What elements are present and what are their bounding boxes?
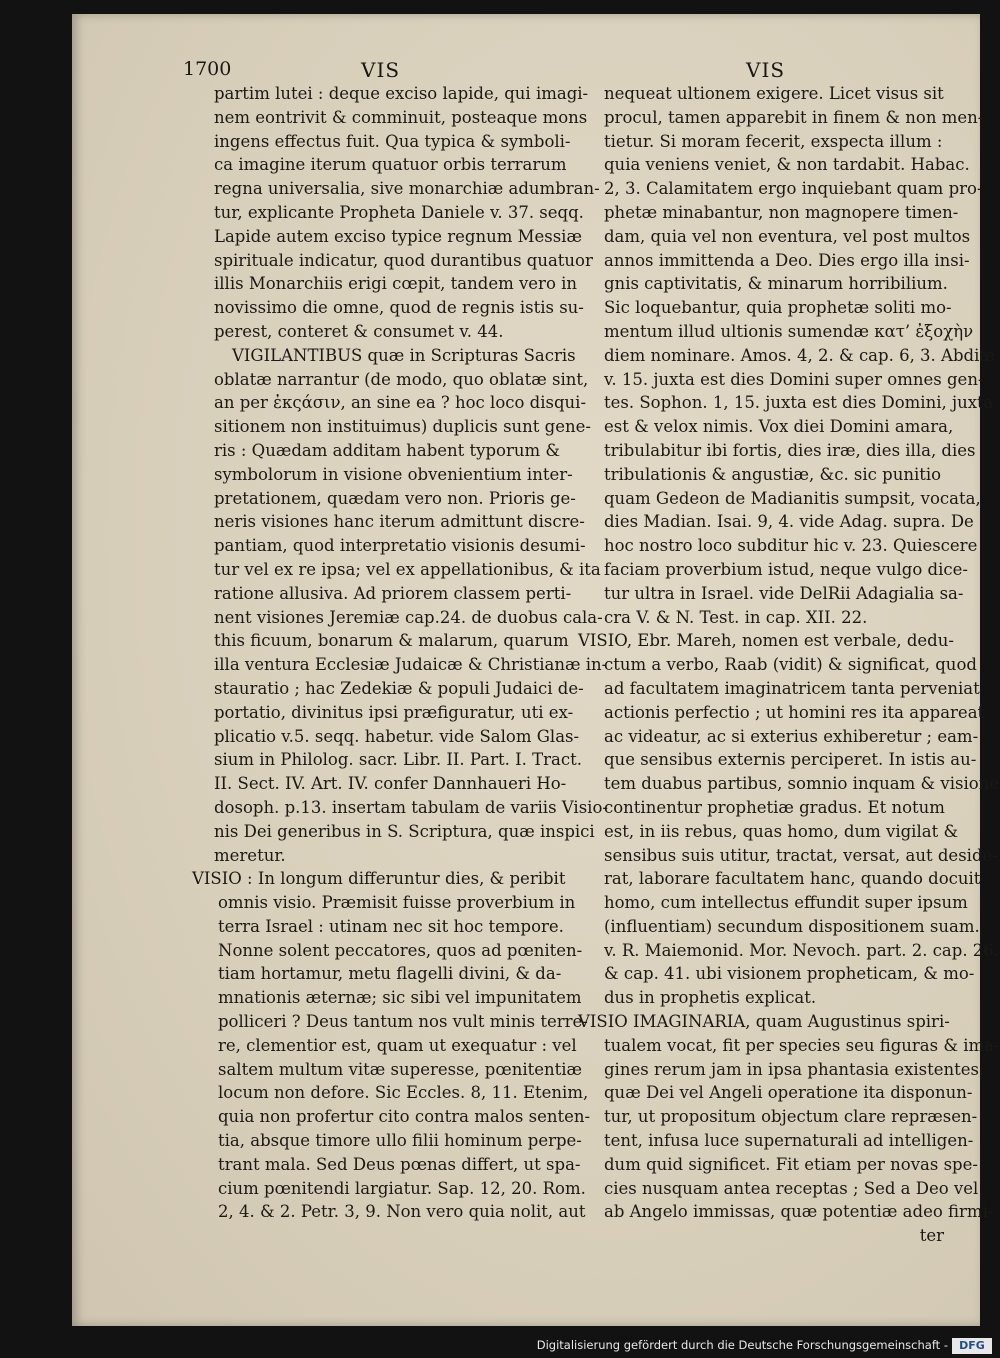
text-line: dies Madian. Isai. 9, 4. vide Adag. supra. De: [604, 512, 974, 532]
text-line: ratione allusiva. Ad priorem classem perti-: [214, 583, 572, 603]
text-line: VISIO IMAGINARIA, quam Augustinus spiri-: [578, 1012, 950, 1032]
text-line: annos immittenda a Deo. Dies ergo illa insi-: [604, 250, 970, 270]
text-line: portatio, divinitus ipsi præfiguratur, uti ex-: [214, 702, 574, 722]
text-line: nis Dei generibus in S. Scriptura, quæ inspici: [214, 821, 595, 841]
dfg-logo: DFG: [952, 1338, 992, 1354]
text-line: cies nusquam antea receptas ; Sed a Deo vel: [604, 1178, 979, 1198]
text-line: cra V. & N. Test. in cap. XII. 22.: [604, 607, 868, 627]
text-line: que sensibus externis perciperet. In istis au-: [604, 750, 977, 770]
text-line: nent visiones Jeremiæ cap.24. de duobus cala-: [214, 607, 603, 627]
text-line: perest, conteret & consumet v. 44.: [214, 321, 504, 341]
text-line: ab Angelo immissas, quæ potentiæ adeo firmi-: [604, 1202, 994, 1222]
text-line: VIGILANTIBUS quæ in Scripturas Sacris: [232, 345, 576, 365]
text-line: dosoph. p.13. insertam tabulam de variis Visio-: [214, 797, 608, 817]
text-line: actionis perfectio ; ut homini res ita appareat: [604, 702, 985, 722]
text-line: ad facultatem imaginatricem tanta perveniat: [604, 678, 980, 698]
text-line: dum quid significet. Fit etiam per novas spe-: [604, 1154, 978, 1174]
text-line: locum non defore. Sic Eccles. 8, 11. Etenim,: [218, 1083, 589, 1103]
text-line: quia non profertur cito contra malos senten-: [218, 1107, 591, 1127]
text-line: cium pœnitendi largiatur. Sap. 12, 20. Rom.: [218, 1178, 586, 1198]
text-line: ingens effectus fuit. Qua typica & symboli-: [214, 131, 571, 151]
text-line: stauratio ; hac Zedekiæ & populi Judaici de-: [214, 678, 584, 698]
text-line: tent, infusa luce supernaturali ad intelligen-: [604, 1131, 974, 1151]
text-line: gines rerum jam in ipsa phantasia existentes,: [604, 1059, 985, 1079]
text-line: continentur prophetiæ gradus. Et notum: [604, 797, 945, 817]
text-line: 2, 3. Calamitatem ergo inquiebant quam pro-: [604, 179, 983, 199]
text-line: regna universalia, sive monarchiæ adumbran-: [214, 179, 600, 199]
text-line: 2, 4. & 2. Petr. 3, 9. Non vero quia nolit, aut: [218, 1202, 586, 1222]
left-text-column: [192, 82, 608, 1224]
text-line: & cap. 41. ubi visionem propheticam, & mo-: [604, 964, 975, 984]
text-line: ca imagine iterum quatuor orbis terrarum: [214, 155, 567, 175]
text-line: faciam proverbium istud, neque vulgo dice-: [604, 559, 968, 579]
text-line: sensibus suis utitur, tractat, versat, aut deside-: [604, 845, 998, 865]
text-line: gnis captivitatis, & minarum horribilium.: [604, 274, 948, 294]
text-line: tribulabitur ibi fortis, dies iræ, dies illa, dies: [604, 440, 976, 460]
text-line: novissimo die omne, quod de regnis istis su-: [214, 298, 584, 318]
text-line: hoc nostro loco subditur hic v. 23. Quiescere: [604, 536, 978, 556]
text-line: homo, cum intellectus effundit super ipsum: [604, 893, 968, 913]
running-head-left: VIS: [361, 58, 401, 82]
text-line: neris visiones hanc iterum admittunt discre-: [214, 512, 585, 532]
text-line: quæ Dei vel Angeli operatione ita disponun-: [604, 1083, 973, 1103]
text-line: sium in Philolog. sacr. Libr. II. Part. I. Tract.: [214, 750, 582, 770]
text-line: rat, laborare facultatem hanc, quando docuit: [604, 869, 981, 889]
text-line: ac videatur, ac si exterius exhiberetur ; eam-: [604, 726, 979, 746]
text-line: tribulationis & angustiæ, &c. sic punitio: [604, 464, 942, 484]
text-line: Sic loquebantur, quia prophetæ soliti mo-: [604, 298, 952, 318]
right-text-column: [578, 82, 1000, 1248]
text-line: tiam hortamur, metu flagelli divini, & da-: [218, 964, 562, 984]
page-number: 1700: [183, 58, 232, 80]
text-line: pretationem, quædam vero non. Prioris ge-: [214, 488, 576, 508]
text-line: dam, quia vel non eventura, vel post multos: [604, 226, 971, 246]
text-line: symbolorum in visione obvenientium inter-: [214, 464, 573, 484]
running-head-right: VIS: [746, 58, 786, 82]
text-line: omnis visio. Præmisit fuisse proverbium in: [218, 893, 576, 913]
text-line: illis Monarchiis erigi cœpit, tandem vero in: [214, 274, 578, 294]
text-line: VISIO, Ebr. Mareh, nomen est verbale, dedu-: [578, 631, 954, 651]
text-line: procul, tamen apparebit in finem & non men-: [604, 107, 984, 127]
text-line: partim lutei : deque exciso lapide, qui imagi-: [214, 84, 589, 103]
text-line: phetæ minabantur, non magnopere timen-: [604, 202, 959, 222]
text-line: Lapide autem exciso typice regnum Messiæ: [214, 226, 582, 246]
text-line: dus in prophetis explicat.: [604, 988, 817, 1008]
text-line: mentum illud ultionis sumendæ κατ’ ἐξοχὴν: [604, 321, 974, 341]
digitization-footer: [0, 1334, 1000, 1358]
text-line: tes. Sophon. 1, 15. juxta est dies Domini, juxta: [604, 393, 994, 413]
footer-credit-text: Digitalisierung gefördert durch die Deutsche Forschungsgemeinschaft -: [536, 1338, 948, 1352]
text-line: re, clementior est, quam ut exequatur : vel: [218, 1035, 577, 1055]
text-line: tur ultra in Israel. vide DelRii Adagialia sa-: [604, 583, 964, 603]
text-line: v. R. Maiemonid. Mor. Nevoch. part. 2. cap. 26.: [604, 940, 1000, 960]
text-line: trant mala. Sed Deus pœnas differt, ut spa-: [218, 1154, 581, 1174]
text-line: polliceri ? Deus tantum nos vult minis terre-: [218, 1012, 588, 1032]
text-line: tia, absque timore ullo filii hominum perpe-: [218, 1131, 582, 1151]
text-line: (influentiam) secundum dispositionem suam.: [604, 916, 980, 936]
text-line: VISIO : In longum differuntur dies, & peribit: [192, 869, 566, 889]
text-line: pantiam, quod interpretatio visionis desumi-: [214, 536, 586, 556]
text-line: ctum a verbo, Raab (vidit) & significat, quod: [604, 655, 977, 675]
text-line: plicatio v.5. seqq. habetur. vide Salom Glas-: [214, 726, 580, 746]
text-line: illa ventura Ecclesiæ Judaicæ & Christianæ in-: [214, 655, 608, 675]
text-line: sitionem non instituimus) duplicis sunt gene-: [214, 417, 591, 437]
text-line: oblatæ narrantur (de modo, quo oblatæ sint,: [214, 369, 589, 389]
text-line: meretur.: [214, 845, 286, 865]
text-line: ter: [919, 1226, 944, 1246]
text-line: spirituale indicatur, quod durantibus quatuor: [214, 250, 593, 270]
text-line: tualem vocat, fit per species seu figuras & ima-: [604, 1035, 1000, 1055]
text-line: an per ἐκςάσιν, an sine ea ? hoc loco disqui-: [214, 393, 587, 413]
text-line: nequeat ultionem exigere. Licet visus sit: [604, 84, 944, 103]
text-line: tietur. Si moram fecerit, exspecta illum :: [604, 131, 943, 151]
text-line: nem eontrivit & comminuit, posteaque mons: [214, 107, 588, 127]
text-line: tem duabus partibus, somnio inquam & visione: [604, 774, 1000, 794]
text-line: v. 15. juxta est dies Domini super omnes gen-: [604, 369, 984, 389]
text-line: this ficuum, bonarum & malarum, quarum: [214, 631, 569, 651]
text-line: quia veniens veniet, & non tardabit. Habac.: [604, 155, 970, 175]
text-line: saltem multum vitæ superesse, pœnitentiæ: [218, 1059, 583, 1079]
text-line: Nonne solent peccatores, quos ad pœniten-: [218, 940, 583, 960]
text-line: est & velox nimis. Vox diei Domini amara,: [604, 417, 954, 437]
text-line: mnationis æternæ; sic sibi vel impunitatem: [218, 988, 582, 1008]
text-line: est, in iis rebus, quas homo, dum vigilat &: [604, 821, 959, 841]
text-line: II. Sect. IV. Art. IV. confer Dannhaueri Ho-: [214, 774, 567, 794]
text-line: tur vel ex re ipsa; vel ex appellationibus, & ita: [214, 559, 601, 579]
text-line: quam Gedeon de Madianitis sumpsit, vocata,: [604, 488, 981, 508]
text-line: diem nominare. Amos. 4, 2. & cap. 6, 3. Abdiæ: [604, 345, 995, 365]
text-line: tur, explicante Propheta Daniele v. 37. seqq.: [214, 202, 584, 222]
text-line: ris : Quædam additam habent typorum &: [214, 440, 561, 460]
text-line: tur, ut propositum objectum clare repræsen-: [604, 1107, 978, 1127]
text-line: terra Israel : utinam nec sit hoc tempore.: [218, 916, 564, 936]
